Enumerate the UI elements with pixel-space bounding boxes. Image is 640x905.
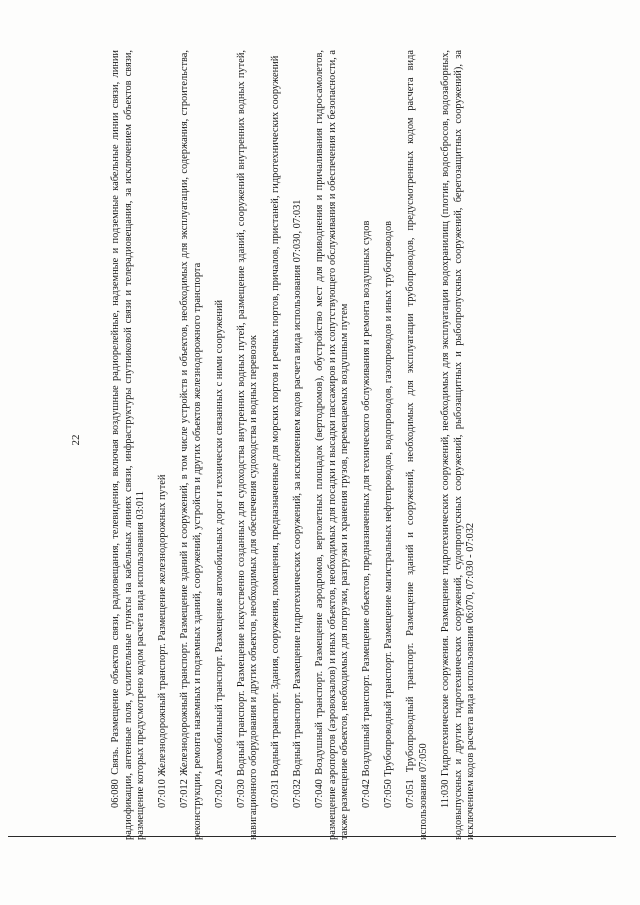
entry-06-080: 06:080 Связь. Размещение объектов связи, радиовещания, телевидения, включая воздушные радиорелейные, надземные и подземные кабельные линии связи, линии радиофикации, антенные поля, усилительные пункты на кабельных линиях связи, инфраструктуры спутниковой связи и телерадиовещания, за исключением объектов связи, размещение которых предусмотрено кодом расчета вида использования 03:011	[110, 50, 147, 840]
scan-edge-line	[8, 836, 616, 837]
entry-11-030: 11:030 Гидротехнические сооружения. Размещение гидротехнических сооружений, необходимых для эксплуатации водохранилищ (плотин, водосбросов, водозаборных, водовыпускных и других гидротехнических сооружений, судопропускных сооружений, рыбозащитных и рыбопропускных сооружений, берегозащитных сооружений), за исключением кодов расчета вида использования 06:070, 07:030 - 07:032	[439, 50, 477, 840]
entry-07-042: 07:042 Воздушный транспорт. Размещение объектов, предназначенных для технического обслуживания и ремонта воздушных судов	[361, 220, 373, 808]
entry-07-010: 07:010 Железнодорожный транспорт. Размещение железнодорожных путей	[157, 474, 169, 808]
entry-07-030: 07:030 Водный транспорт. Размещение искусственно созданных для судоходства внутренних водных путей, размещение зданий, сооружений внутренних водных путей, навигационного оборудования и других объектов, необходимых для обеспечения судоходства и водных перевозок	[235, 50, 260, 840]
entry-07-050: 07:050 Трубопроводный транспорт. Размещение магистральных нефтепроводов, водопроводов, газопроводов и иных трубопроводов	[383, 220, 395, 808]
entry-07-032: 07:032 Водный транспорт. Размещение гидротехнических сооружений, за исключением кодов расчета вида использования 07:030, 07:031	[292, 199, 304, 808]
rotated-content	[58, 44, 592, 852]
entry-07-051: 07:051 Трубопроводный транспорт. Размещение зданий и сооружений, необходимых для эксплуатации трубопроводов, предусмотренных кодом расчета вида использования 07:050	[405, 50, 429, 840]
page-number: 22	[70, 434, 82, 446]
entry-07-040: 07:040 Воздушный транспорт. Размещение аэродромов, вертолетных площадок (вертодромов), обустройство мест для приводнения и причаливания гидросамолетов, размещение аэропортов (аэровокзалов) и иных объектов, необходимых для посадки и высадки пассажиров и их сопутствующего обслуживания и обеспечения их безопасности, а также размещение объектов, необходимых для погрузки, разгрузки и хранения грузов, перемещаемых воздушным путем	[314, 50, 351, 840]
entry-07-031: 07:031 Водный транспорт. Здания, сооружения, помещения, предназначенные для морских портов и речных портов, причалов, пристаней, гидротехнических сооружений	[270, 55, 282, 808]
entry-07-012: 07:012 Железнодорожный транспорт. Размещение зданий и сооружений, в том числе устройств и объектов, необходимых для эксплуатации, содержания, строительства, реконструкции, ремонта наземных и подземных зданий, сооружений, устройств и других объектов железнодорожного транспорта	[179, 50, 203, 840]
entry-list	[110, 50, 487, 840]
entry-07-020: 07:020 Автомобильный транспорт. Размещение автомобильных дорог и технически связанных с ними сооружений	[213, 299, 225, 808]
